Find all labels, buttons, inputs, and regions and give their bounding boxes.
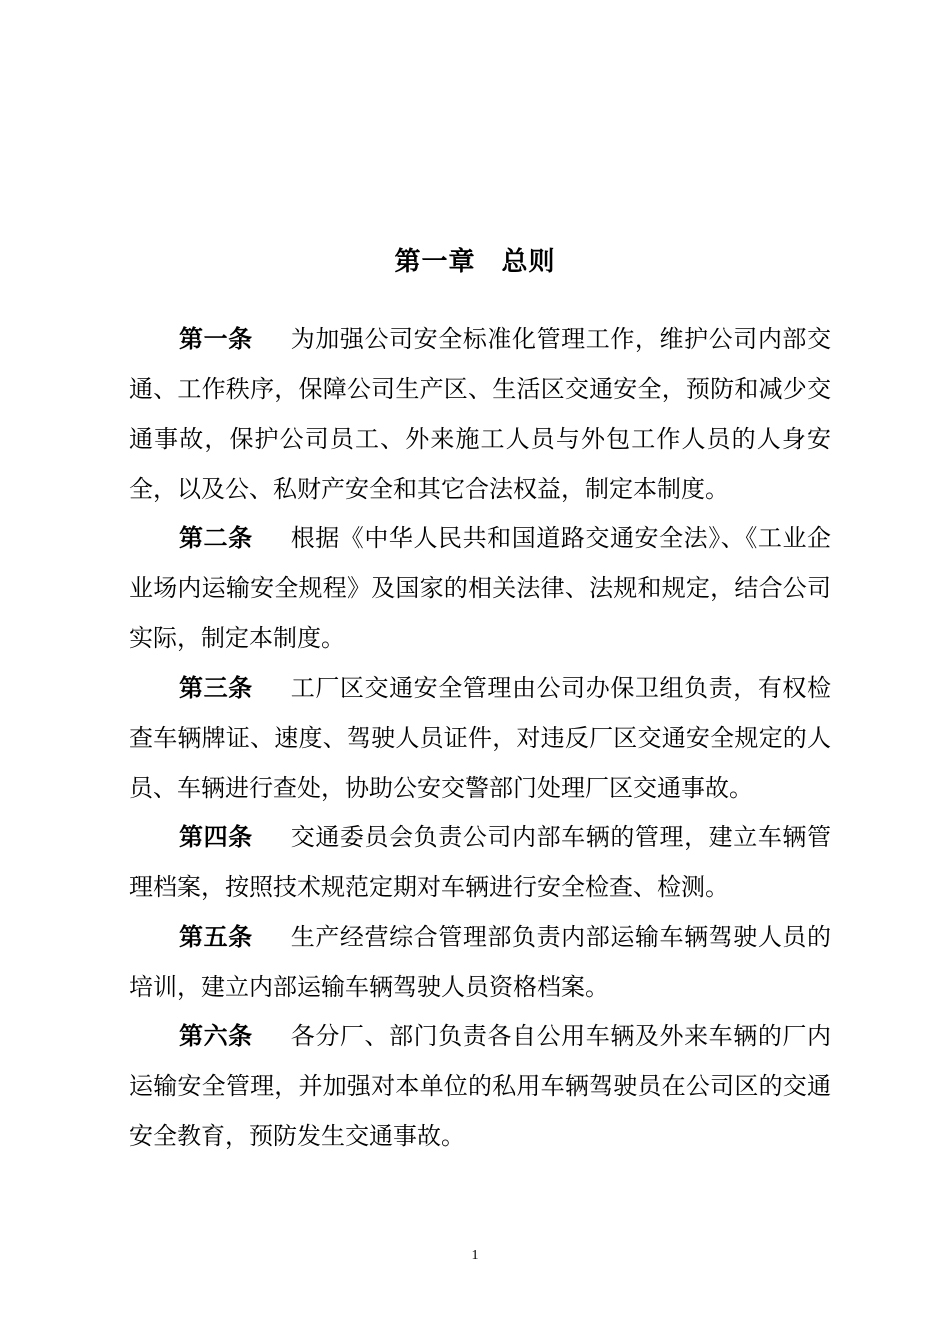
article-4 [129,812,831,912]
article-text: 为加强公司安全标准化管理工作，维护公司内部交通、工作秩序，保障公司生产区、生活区交通安全，预防和减少交通事故，保护公司员工、外来施工人员与外包工作人员的人身安全，以及公、私财产安全和其它合法权益，制定本制度。 [129,325,831,503]
article-text: 交通委员会负责公司内部车辆的管理，建立车辆管理档案，按照技术规范定期对车辆进行安全检查、检测。 [129,823,831,901]
chapter-number: 第一章 [394,247,476,277]
article-label: 第四条 [179,823,253,851]
article-label: 第二条 [179,524,253,552]
page-number: 1 [471,1248,479,1263]
article-6 [129,1011,831,1161]
article-text: 根据《中华人民共和国道路交通安全法》、《工业企业场内运输安全规程》及国家的相关法律、法规和规定，结合公司实际，制定本制度。 [129,524,832,652]
article-label: 第六条 [179,1022,253,1050]
article-text: 工厂区交通安全管理由公司办保卫组负责，有权检查车辆牌证、速度、驾驶人员证件，对违反厂区交通安全规定的人员、车辆进行查处，协助公安交警部门处理厂区交通事故。 [129,674,831,802]
article-label: 第一条 [179,325,253,353]
chapter-title: 总则 [501,247,556,277]
article-label: 第五条 [179,923,253,951]
article-label: 第三条 [179,674,253,702]
article-2 [129,513,831,663]
article-5 [129,912,831,1012]
article-3 [129,663,831,813]
article-text: 各分厂、部门负责各自公用车辆及外来车辆的厂内运输安全管理，并加强对本单位的私用车辆驾驶员在公司区的交通安全教育，预防发生交通事故。 [129,1022,831,1150]
article-1 [129,314,831,514]
article-text: 生产经营综合管理部负责内部运输车辆驾驶人员的培训，建立内部运输车辆驾驶人员资格档案。 [129,923,831,1001]
chapter-heading [0,240,950,284]
